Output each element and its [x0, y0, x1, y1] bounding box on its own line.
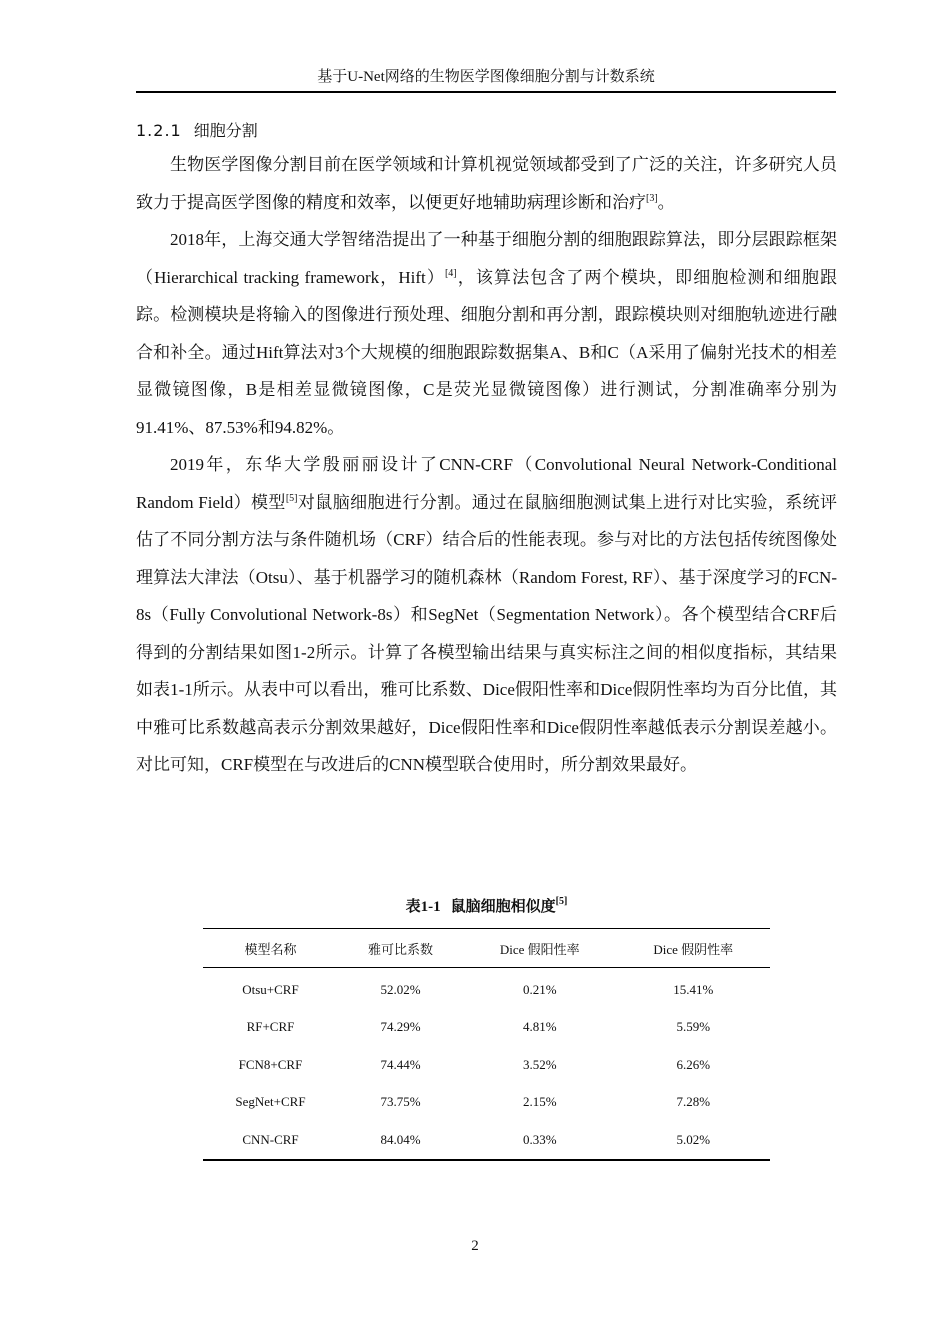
table-cell: 5.59% [676, 1019, 711, 1035]
table-cell: 84.04% [380, 1131, 421, 1147]
table-row [203, 1009, 770, 1047]
table-caption-number: 表1-1 [405, 899, 441, 915]
table-cell: 5.02% [676, 1131, 711, 1147]
section-heading [136, 118, 258, 141]
table-cell: SegNet+CRF [235, 1094, 306, 1110]
citation-ref: [3] [646, 192, 658, 204]
table-row [203, 1046, 770, 1084]
table-cell: 74.29% [380, 1019, 421, 1035]
table-cell: Otsu+CRF [242, 981, 299, 997]
body-text [136, 146, 837, 784]
table-cell: 73.75% [380, 1094, 421, 1110]
table-header-row [203, 929, 770, 968]
column-header-jaccard: 雅可比系数 [338, 929, 463, 968]
table-cell: RF+CRF [246, 1019, 295, 1035]
table-cell: 0.21% [522, 981, 557, 997]
table-row [203, 1084, 770, 1122]
table-cell: 4.81% [522, 1019, 557, 1035]
section-title: 细胞分割 [193, 121, 258, 140]
paragraph-2-text-b: ，该算法包含了两个模块，即细胞检测和细胞跟踪。检测模块是将输入的图像进行预处理、细胞分割和再分割，跟踪模块则对细胞轨迹进行融合和补全。通过Hift算法对3个大规模的细胞跟踪数据集A、B和C（A采用了偏射光技术的相差显微镜图像，B是相差显微镜图像，C是荧光显微镜图像）进行测试，分割准确率分别为91.41%、87.53%和94.82%。 [136, 267, 838, 437]
section-number: 1.2.1 [136, 121, 182, 140]
paragraph-1 [136, 146, 837, 221]
paragraph-3-text-b: 对鼠脑细胞进行分割。通过在鼠脑细胞测试集上进行对比实验，系统评估了不同分割方法与条件随机场（CRF）结合后的性能表现。参与对比的方法包括传统图像处理算法大津法（Otsu）、基于机器学习的随机森林（Random Forest, RF）、基于深度学习的FCN-8s（Fully Convolutional Network-8s）和SegNet（Segmentation Network）。各个模型结合CRF后得到的分割结果如图1-2所示。计算了各模型输出结果与真实标注之间的相似度指标，其结果如表1-1所示。从表中可以看出，雅可比系数、Dice假阳性率和Dice假阴性率均为百分比值，其中雅可比系数越高表示分割效果越好，Dice假阳性率和Dice假阴性率越低表示分割误差越小。对比可知，CRF模型在与改进后的CNN模型联合使用时，所分割效果最好。 [136, 492, 837, 774]
column-header-dice-fn: Dice 假阴性率 [617, 929, 771, 968]
table-cell: 2.15% [522, 1094, 557, 1110]
paragraph-2 [136, 221, 837, 446]
paragraph-3-text-a: 2019年，东华大学殷丽丽设计了CNN-CRF（Convolutional Neural Network-Conditional Random Field）模型 [136, 455, 837, 512]
table-cell: FCN8+CRF [238, 1056, 303, 1072]
running-header: 基于U-Net网络的生物医学图像细胞分割与计数系统 [136, 66, 836, 93]
paragraph-1-end: 。 [657, 192, 675, 212]
citation-ref: [5] [555, 896, 568, 907]
table-cell: 3.52% [522, 1056, 557, 1072]
paragraph-3 [136, 446, 837, 784]
citation-ref: [4] [444, 267, 457, 279]
table-row [203, 968, 770, 1009]
table-cell: 6.26% [676, 1056, 711, 1072]
citation-ref: [5] [285, 492, 298, 504]
table-row [203, 1121, 770, 1160]
table-cell: CNN-CRF [242, 1131, 299, 1147]
table-cell: 74.44% [380, 1056, 421, 1072]
column-header-model: 模型名称 [203, 929, 338, 968]
table-caption-title: 鼠脑细胞相似度 [450, 899, 556, 915]
paragraph-2-text-a: 2018年，上海交通大学智绪浩提出了一种基于细胞分割的细胞跟踪算法，即分层跟踪框架（Hierarchical tracking framework，Hift） [136, 230, 837, 287]
column-header-dice-fp: Dice 假阳性率 [463, 929, 616, 968]
table-caption [136, 895, 837, 916]
table-cell: 7.28% [676, 1094, 711, 1110]
similarity-table [203, 928, 770, 1161]
table-cell: 52.02% [380, 981, 421, 997]
paragraph-1-text: 生物医学图像分割目前在医学领域和计算机视觉领域都受到了广泛的关注，许多研究人员致力于提高医学图像的精度和效率，以便更好地辅助病理诊断和治疗 [136, 155, 837, 212]
table-cell: 0.33% [522, 1131, 557, 1147]
table-cell: 15.41% [673, 981, 714, 997]
page-number: 2 [471, 1238, 479, 1254]
